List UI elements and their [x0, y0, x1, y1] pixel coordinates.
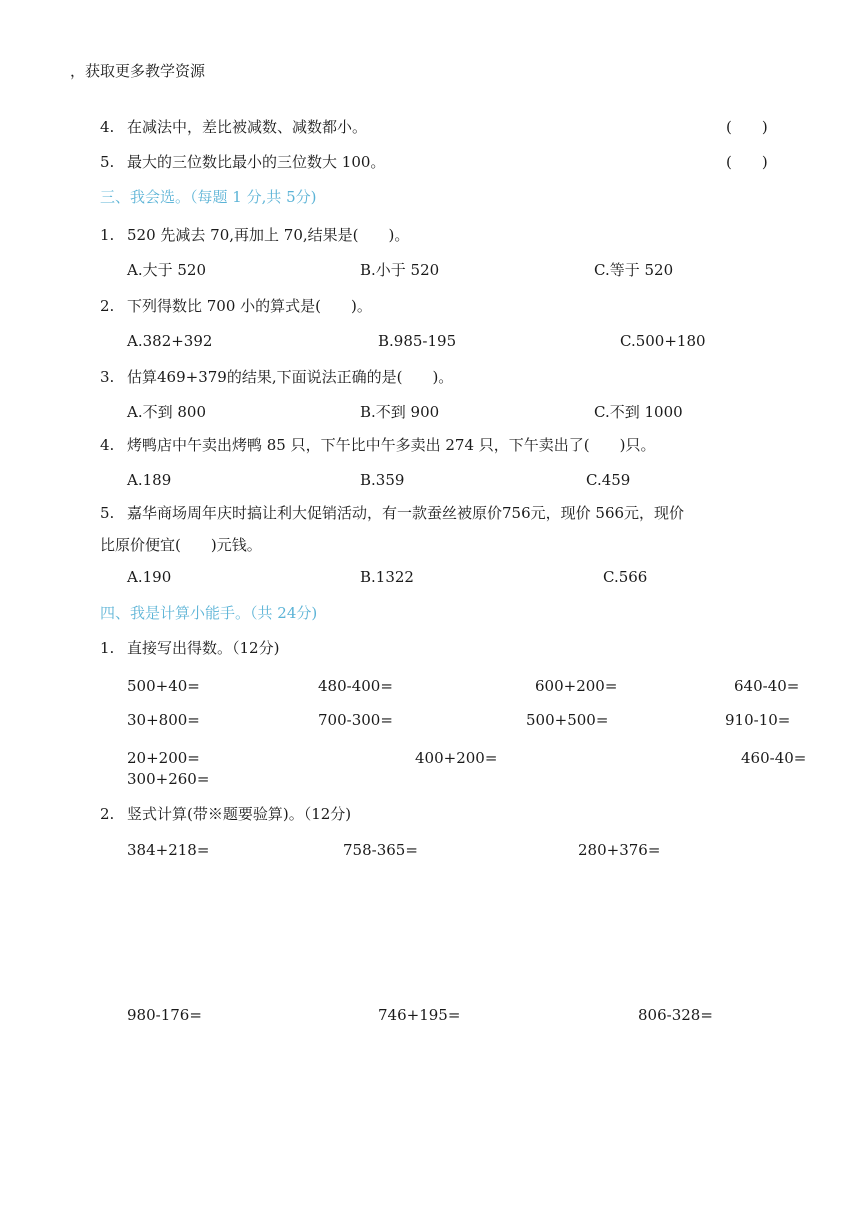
header-note: ，获取更多教学资源: [70, 62, 206, 80]
option-c[interactable]: C.等于 520: [594, 261, 674, 279]
question-text: 嘉华商场周年庆时搞让利大促销活动，有一款蚕丝被原价756元，现价 566元，现价: [127, 504, 685, 522]
calc-item[interactable]: 600+200=: [535, 677, 618, 695]
question-number: 5.: [100, 504, 115, 522]
calc-item[interactable]: 300+260=: [127, 770, 210, 788]
calc-item[interactable]: 460-40=: [741, 749, 807, 767]
question-text: 竖式计算(带※题要验算)。（12分): [127, 805, 352, 823]
question-number: 2.: [100, 805, 115, 823]
question-text: 520 先减去 70,再加上 70,结果是( )。: [127, 226, 410, 244]
section-title: 四、我是计算小能手。（共 24分): [100, 604, 318, 622]
question-number: 3.: [100, 368, 115, 386]
section-title: 三、我会选。（每题 1 分,共 5分): [100, 188, 317, 206]
option-a[interactable]: A.190: [127, 568, 172, 586]
question-number: 4.: [100, 436, 115, 454]
calc-item[interactable]: 746+195=: [378, 1006, 461, 1024]
question-text: 最大的三位数比最小的三位数大 100。: [127, 153, 386, 171]
option-a[interactable]: A.不到 800: [127, 403, 206, 421]
calc-item[interactable]: 640-40=: [734, 677, 800, 695]
option-c[interactable]: C.不到 1000: [594, 403, 683, 421]
calc-item[interactable]: 500+500=: [526, 711, 609, 729]
option-b[interactable]: B.1322: [360, 568, 414, 586]
calc-item[interactable]: 280+376=: [578, 841, 661, 859]
option-b[interactable]: B.小于 520: [360, 261, 440, 279]
question-number: 4.: [100, 118, 115, 136]
option-c[interactable]: C.566: [603, 568, 648, 586]
option-a[interactable]: A.189: [127, 471, 172, 489]
calc-item[interactable]: 910-10=: [725, 711, 791, 729]
question-number: 2.: [100, 297, 115, 315]
calc-item[interactable]: 758-365=: [343, 841, 418, 859]
calc-item[interactable]: 980-176=: [127, 1006, 202, 1024]
calc-item[interactable]: 806-328=: [638, 1006, 713, 1024]
question-text: 估算469+379的结果,下面说法正确的是( )。: [127, 368, 454, 386]
option-b[interactable]: B.359: [360, 471, 405, 489]
option-c[interactable]: C.500+180: [620, 332, 706, 350]
question-number: 1.: [100, 226, 115, 244]
question-text: 烤鸭店中午卖出烤鸭 85 只，下午比中午多卖出 274 只，下午卖出了( )只。: [127, 436, 656, 454]
calc-item[interactable]: 480-400=: [318, 677, 393, 695]
question-number: 5.: [100, 153, 115, 171]
question-text-continued: 比原价便宜( )元钱。: [100, 536, 262, 554]
question-text: 直接写出得数。（12分): [127, 639, 280, 657]
calc-item[interactable]: 400+200=: [415, 749, 498, 767]
question-text: 下列得数比 700 小的算式是( )。: [127, 297, 372, 315]
calc-item[interactable]: 500+40=: [127, 677, 200, 695]
option-b[interactable]: B.不到 900: [360, 403, 440, 421]
option-a[interactable]: A.382+392: [127, 332, 213, 350]
option-c[interactable]: C.459: [586, 471, 631, 489]
question-number: 1.: [100, 639, 115, 657]
answer-blank[interactable]: ( ): [726, 118, 768, 136]
option-a[interactable]: A.大于 520: [127, 261, 206, 279]
calc-item[interactable]: 30+800=: [127, 711, 200, 729]
option-b[interactable]: B.985-195: [378, 332, 457, 350]
question-text: 在减法中，差比被减数、减数都小。: [127, 118, 368, 136]
calc-item[interactable]: 20+200=: [127, 749, 200, 767]
calc-item[interactable]: 384+218=: [127, 841, 210, 859]
calc-item[interactable]: 700-300=: [318, 711, 393, 729]
answer-blank[interactable]: ( ): [726, 153, 768, 171]
